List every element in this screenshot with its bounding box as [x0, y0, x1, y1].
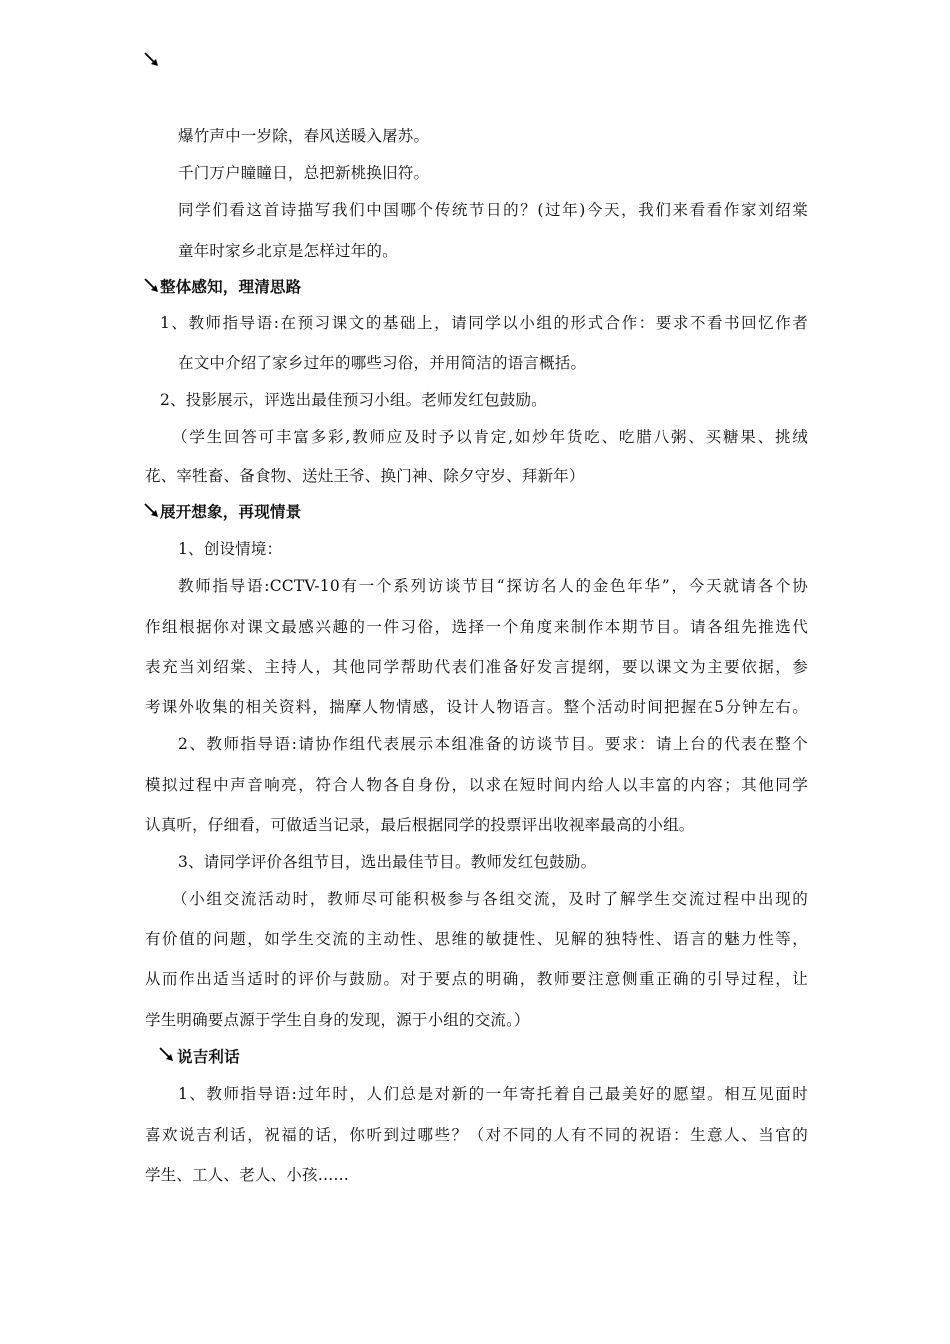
section2-item2-line-1: 2、教师指导语:请协作组代表展示本组准备的访谈节目。要求：请上台的代表在整个: [178, 735, 808, 753]
section2-guide-line-2: 作组根据你对课文最感兴趣的一件习俗，选择一个角度来制作本期节目。请各组先推选代: [145, 618, 808, 636]
section2-guide-line-3: 表充当刘绍棠、主持人，其他同学帮助代表们准备好发言提纲，要以课文为主要依据，参: [145, 658, 808, 676]
section1-item1-line-2: 在文中介绍了家乡过年的哪些习俗，并用简洁的语言概括。: [178, 354, 587, 372]
section1-note-line-2: 花、宰牲畜、备食物、送灶王爷、换门神、除夕守岁、拜新年）: [145, 467, 585, 485]
poem-line-2: 千门万户瞳瞳日，总把新桃换旧符。: [178, 164, 430, 182]
arrow-bullet-icon: [142, 276, 162, 296]
poem-line-1: 爆竹声中一岁除，春风送暖入屠苏。: [178, 127, 430, 145]
intro-paragraph-line-1: 同学们看这首诗描写我们中国哪个传统节日的？(过年)今天，我们来看看作家刘绍棠: [178, 201, 808, 219]
section3-item1-line-2: 喜欢说吉利话，祝福的话，你听到过哪些？（对不同的人有不同的祝语：生意人、当官的: [145, 1126, 808, 1144]
section2-item3: 3、请同学评价各组节目，选出最佳节目。教师发红包鼓励。: [178, 853, 597, 871]
arrow-bullet-icon: [157, 1045, 177, 1065]
section2-guide-line-4: 考课外收集的相关资料，揣摩人物情感，设计人物语言。整个活动时间把握在5分钟左右。: [145, 698, 808, 716]
section2-item2-line-3: 认真听，仔细看，可做适当记录，最后根据同学的投票评出收视率最高的小组。: [145, 816, 695, 834]
arrow-bullet-icon: [142, 50, 162, 70]
section-title-auspicious-words: 说吉利话: [177, 1048, 240, 1066]
section2-item1: 1、创设情境：: [178, 540, 283, 558]
section1-item2: 2、投影展示，评选出最佳预习小组。老师发红包鼓励。: [160, 391, 547, 409]
intro-paragraph-line-2: 童年时家乡北京是怎样过年的。: [178, 242, 398, 260]
section2-item2-line-2: 模拟过程中声音响亮，符合人物各自身份，以求在短时间内给人以丰富的内容；其他同学: [145, 776, 808, 794]
section2-note-line-2: 有价值的问题，如学生交流的主动性、思维的敏捷性、见解的独特性、语言的魅力性等，: [145, 930, 808, 948]
section2-guide-line-1: 教师指导语:CCTV-10有一个系列访谈节目“探访名人的金色年华”，今天就请各个协: [178, 577, 808, 595]
section1-note-line-1: （学生回答可丰富多彩,教师应及时予以肯定,如炒年货吃、吃腊八粥、买糖果、挑绒: [172, 428, 808, 446]
arrow-bullet-icon: [142, 501, 162, 521]
section1-item1-line-1: 1、教师指导语:在预习课文的基础上，请同学以小组的形式合作：要求不看书回忆作者: [160, 314, 808, 332]
section3-item1-line-3: 学生、工人、老人、小孩……: [145, 1166, 350, 1184]
section2-note-line-4: 学生明确要点源于学生自身的发现，源于小组的交流。）: [145, 1011, 530, 1029]
section3-item1-line-1: 1、教师指导语:过年时，人们总是对新的一年寄托着自己最美好的愿望。相互见面时: [178, 1085, 808, 1103]
section-title-overall-perception: 整体感知，理清思路: [160, 278, 302, 296]
section2-note-line-1: （小组交流活动时，教师尽可能积极参与各组交流，及时了解学生交流过程中出现的: [172, 890, 808, 908]
section2-note-line-3: 从而作出适当适时的评价与鼓励。对于要点的明确，教师要注意侧重正确的引导过程，让: [145, 970, 808, 988]
section-title-imagine-scene: 展开想象，再现情景: [160, 503, 302, 521]
